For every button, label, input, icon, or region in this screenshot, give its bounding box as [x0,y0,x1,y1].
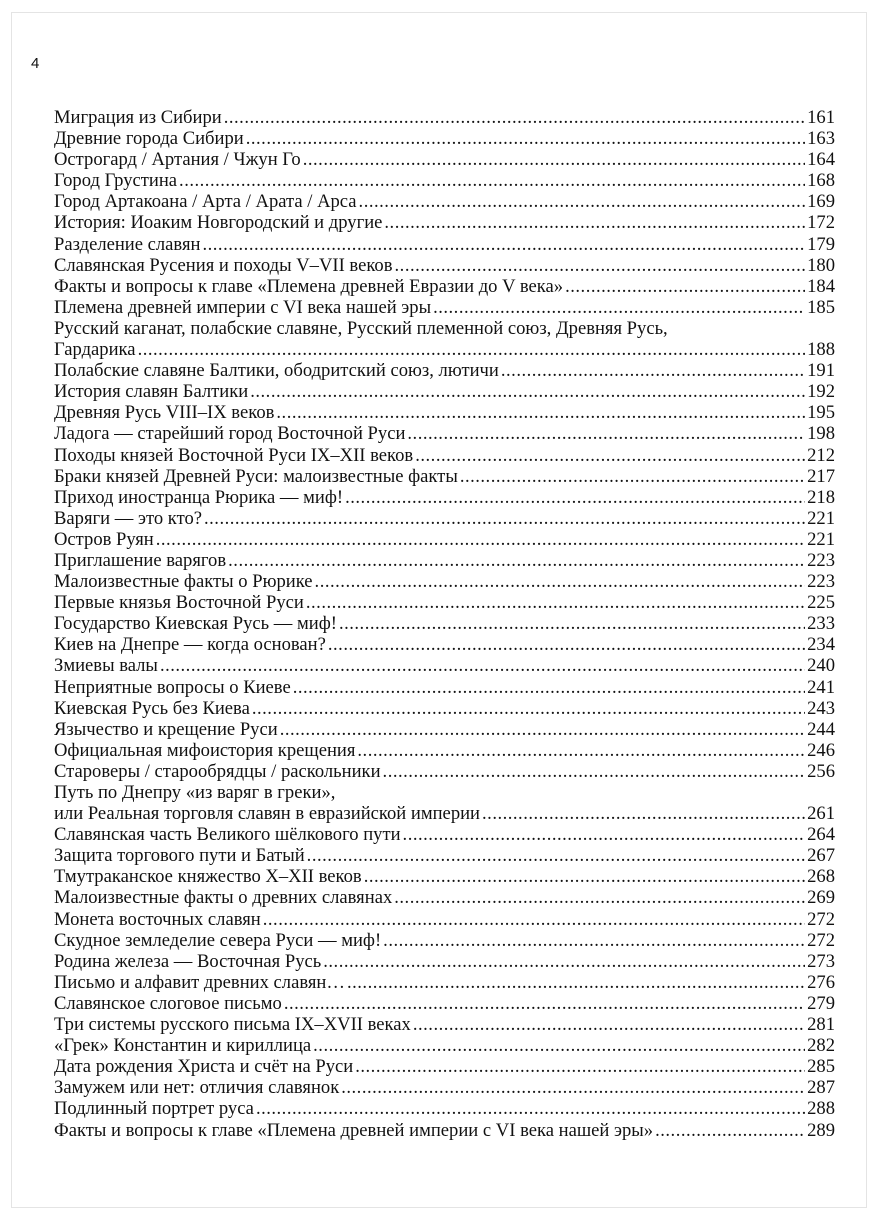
toc-entry [54,972,835,993]
toc-entry [54,550,835,571]
dot-leader [313,1035,805,1056]
toc-entry-title: Монета восточных славян [54,908,261,930]
toc-entry-title: Город Артакоана / Арта / Арата / Арса [54,191,357,213]
dot-leader [364,866,805,887]
dot-leader [403,824,806,845]
dot-leader [315,571,806,592]
dot-leader [224,107,805,128]
dot-leader [156,529,805,550]
toc-entry-page: 244 [807,718,835,740]
toc-entry-page: 240 [807,655,835,677]
toc-entry-page: 221 [807,507,835,529]
toc-entry-page: 261 [807,803,835,825]
toc-entry [54,824,835,845]
toc-entry [54,381,835,402]
dot-leader [252,698,805,719]
dot-leader [138,339,806,360]
toc-entry [54,255,835,276]
dot-leader [179,170,805,191]
dot-leader [303,149,805,170]
toc-entry-page: 184 [807,275,835,297]
toc-entry [54,1077,835,1098]
dot-leader [482,803,805,824]
toc-entry-title: Киев на Днепре — когда основан? [54,634,326,656]
dot-leader [276,402,805,423]
toc-entry-page: 195 [807,402,835,424]
toc-entry-title: Приглашение варягов [54,549,227,571]
toc-entry [54,592,835,613]
toc-entry-title: Змиевы валы [54,655,158,677]
dot-leader [160,655,805,676]
toc-entry [54,149,835,170]
toc-entry-title: Факты и вопросы к главе «Племена древней Евразии до V века» [54,275,564,297]
toc-entry-title: Государство Киевская Русь — миф! [54,613,337,635]
toc-entry-title: Браки князей Древней Руси: малоизвестные факты [54,465,458,487]
toc-entry-title: Дата рождения Христа и счёт на Руси [54,1056,354,1078]
toc-entry-title: Защита торгового пути и Батый [54,845,305,867]
toc-entry [54,339,835,360]
toc-entry-page: 221 [807,528,835,550]
toc-entry-title: Славянская часть Великого шёлкового пути [54,824,401,846]
dot-leader [460,466,805,487]
dot-leader [328,634,805,655]
toc-entry-title: Остров Руян [54,528,154,550]
toc-entry-page: 225 [807,592,835,614]
toc-entry [54,677,835,698]
toc-entry [54,402,835,423]
toc-entry-title-line1: Путь по Днепру «из варяг в греки», [54,782,336,803]
toc-entry-page: 179 [807,233,835,255]
toc-entry-page: 218 [807,486,835,508]
toc-entry [54,1035,835,1056]
toc-entry-page: 267 [807,845,835,867]
dot-leader [228,550,805,571]
toc-entry [54,930,835,951]
toc-entry [54,571,835,592]
toc-entry [54,1014,835,1035]
toc-entry-title: Приход иностранца Рюрика — миф! [54,486,344,508]
dot-leader [415,445,805,466]
toc-entry [54,866,835,887]
dot-leader [501,360,805,381]
dot-leader [347,972,805,993]
toc-entry [54,803,835,824]
toc-entry-page: 264 [807,824,835,846]
dot-leader [355,1056,805,1077]
toc-entry-title: Факты и вопросы к главе «Племена древней империи с VI века нашей эры» [54,1119,654,1141]
toc-entry-page: 191 [807,360,835,382]
toc-entry [54,423,835,444]
toc-entry-title: Неприятные вопросы о Киеве [54,676,291,698]
table-of-contents [54,107,835,1141]
toc-entry [54,845,835,866]
toc-entry-title: Скудное земледелие севера Руси — миф! [54,929,382,951]
toc-entry-title: Славянское слоговое письмо [54,992,282,1014]
toc-entry-page: 168 [807,170,835,192]
toc-entry-title: История славян Балтики [54,381,249,403]
toc-entry-page: 281 [807,1014,835,1036]
toc-entry-page: 217 [807,465,835,487]
toc-entry [54,466,835,487]
dot-leader [263,909,805,930]
toc-entry-title: Славянская Русения и походы V–VII веков [54,254,393,276]
toc-entry-page: 246 [807,739,835,761]
dot-leader [307,845,805,866]
toc-entry-title: Три системы русского письма IX–XVII веках [54,1014,411,1036]
dot-leader [394,887,805,908]
dot-leader [204,508,805,529]
toc-entry [54,1120,835,1141]
toc-entry-page: 164 [807,149,835,171]
toc-entry [54,655,835,676]
toc-entry-page: 287 [807,1077,835,1099]
toc-entry [54,613,835,634]
dot-leader [293,677,805,698]
toc-entry-page: 198 [807,423,835,445]
toc-entry-page: 272 [807,929,835,951]
toc-entry-title: Племена древней империи с VI века нашей эры [54,296,432,318]
toc-entry [54,191,835,212]
toc-entry [54,360,835,381]
toc-entry-page: 161 [807,107,835,128]
toc-entry [54,1056,835,1077]
dot-leader [565,276,805,297]
toc-entry-title: Варяги — это кто? [54,507,202,529]
toc-entry [54,761,835,782]
toc-entry-page: 273 [807,950,835,972]
dot-leader [407,423,805,444]
dot-leader [202,234,805,255]
toc-entry-page: 269 [807,887,835,909]
toc-entry-title: Тмутраканское княжество X–XII веков [54,866,362,888]
toc-entry [54,487,835,508]
toc-entry-title-line1: Русский каганат, полабские славяне, Русский племенной союз, Древняя Русь, [54,317,668,339]
toc-entry-title: Первые князья Восточной Руси [54,592,304,614]
toc-entry-title: Гардарика [54,339,136,361]
toc-entry-page: 279 [807,992,835,1014]
toc-entry [54,107,835,128]
toc-entry [54,698,835,719]
page-number: 4 [31,55,40,72]
toc-entry-page: 169 [807,191,835,213]
toc-entry [54,909,835,930]
toc-entry-page: 223 [807,549,835,571]
toc-entry-page: 234 [807,634,835,656]
dot-leader [339,613,805,634]
dot-leader [413,1014,805,1035]
toc-entry-title: Миграция из Сибири [54,107,222,128]
toc-entry [54,740,835,761]
toc-entry-title: Язычество и крещение Руси [54,718,278,740]
toc-entry-page: 285 [807,1056,835,1078]
dot-leader [359,191,806,212]
toc-entry-page: 172 [807,212,835,234]
dot-leader [284,993,805,1014]
toc-entry [54,719,835,740]
toc-entry-page: 192 [807,381,835,403]
toc-entry-page: 243 [807,697,835,719]
toc-entry-page: 241 [807,676,835,698]
toc-entry-title: или Реальная торговля славян в евразийской империи [54,803,481,825]
dot-leader [323,951,805,972]
toc-entry [54,1098,835,1119]
toc-entry-page: 256 [807,760,835,782]
dot-leader [384,212,805,233]
dot-leader [306,592,805,613]
toc-entry-page: 185 [807,296,835,318]
dot-leader [655,1120,805,1141]
toc-entry [54,170,835,191]
toc-entry-title: Подлинный портрет руса [54,1098,254,1120]
toc-entry-page: 212 [807,444,835,466]
toc-entry-page: 276 [807,971,835,993]
toc-entry-title: Полабские славяне Балтики, ободритский союз, лютичи [54,360,499,382]
dot-leader [280,719,805,740]
toc-entry-page: 282 [807,1035,835,1057]
toc-entry-page: 233 [807,613,835,635]
toc-entry-title: Родина железа — Восточная Русь [54,950,322,972]
toc-entry-title: Древняя Русь VIII–IX веков [54,402,275,424]
toc-entry [54,297,835,318]
dot-leader [250,381,805,402]
toc-entry [54,993,835,1014]
toc-entry [54,128,835,149]
dot-leader [395,255,806,276]
dot-leader [345,487,805,508]
toc-entry-page: 272 [807,908,835,930]
toc-entry [54,276,835,297]
toc-entry [54,445,835,466]
toc-entry-page: 163 [807,128,835,150]
toc-entry-title: Малоизвестные факты о Рюрике [54,571,313,593]
toc-entry-title: «Грек» Константин и кириллица [54,1035,312,1057]
toc-entry [54,212,835,233]
toc-entry-title: Официальная мифоистория крещения [54,739,356,761]
toc-entry-title: Древние города Сибири [54,128,244,150]
toc-entry [54,951,835,972]
toc-entry-title: Киевская Русь без Киева [54,697,250,719]
dot-leader [256,1098,805,1119]
toc-entry-title: Письмо и алфавит древних славян… [54,971,345,993]
toc-entry-page: 188 [807,339,835,361]
toc-entry [54,887,835,908]
toc-entry-title: Ладога — старейший город Восточной Руси [54,423,406,445]
dot-leader [433,297,805,318]
dot-leader [341,1077,805,1098]
toc-entry-title: Походы князей Восточной Руси IX–XII веков [54,444,414,466]
toc-entry-title: История: Иоаким Новгородский и другие [54,212,383,234]
toc-entry-title: Замужем или нет: отличия славянок [54,1077,340,1099]
toc-entry-page: 289 [807,1119,835,1141]
toc-entry-page: 268 [807,866,835,888]
toc-entry-title: Малоизвестные факты о древних славянах [54,887,393,909]
toc-entry [54,634,835,655]
toc-entry [54,234,835,255]
toc-entry-title: Острогард / Артания / Чжун Го [54,149,301,171]
toc-entry [54,508,835,529]
toc-entry [54,529,835,550]
toc-entry-page: 288 [807,1098,835,1120]
toc-entry-page: 180 [807,254,835,276]
dot-leader [383,930,805,951]
toc-entry-title: Город Грустина [54,170,178,192]
dot-leader [357,740,805,761]
dot-leader [246,128,805,149]
toc-entry-title: Староверы / старообрядцы / раскольники [54,760,381,782]
toc-entry-page: 223 [807,571,835,593]
dot-leader [383,761,806,782]
toc-entry-title: Разделение славян [54,233,201,255]
